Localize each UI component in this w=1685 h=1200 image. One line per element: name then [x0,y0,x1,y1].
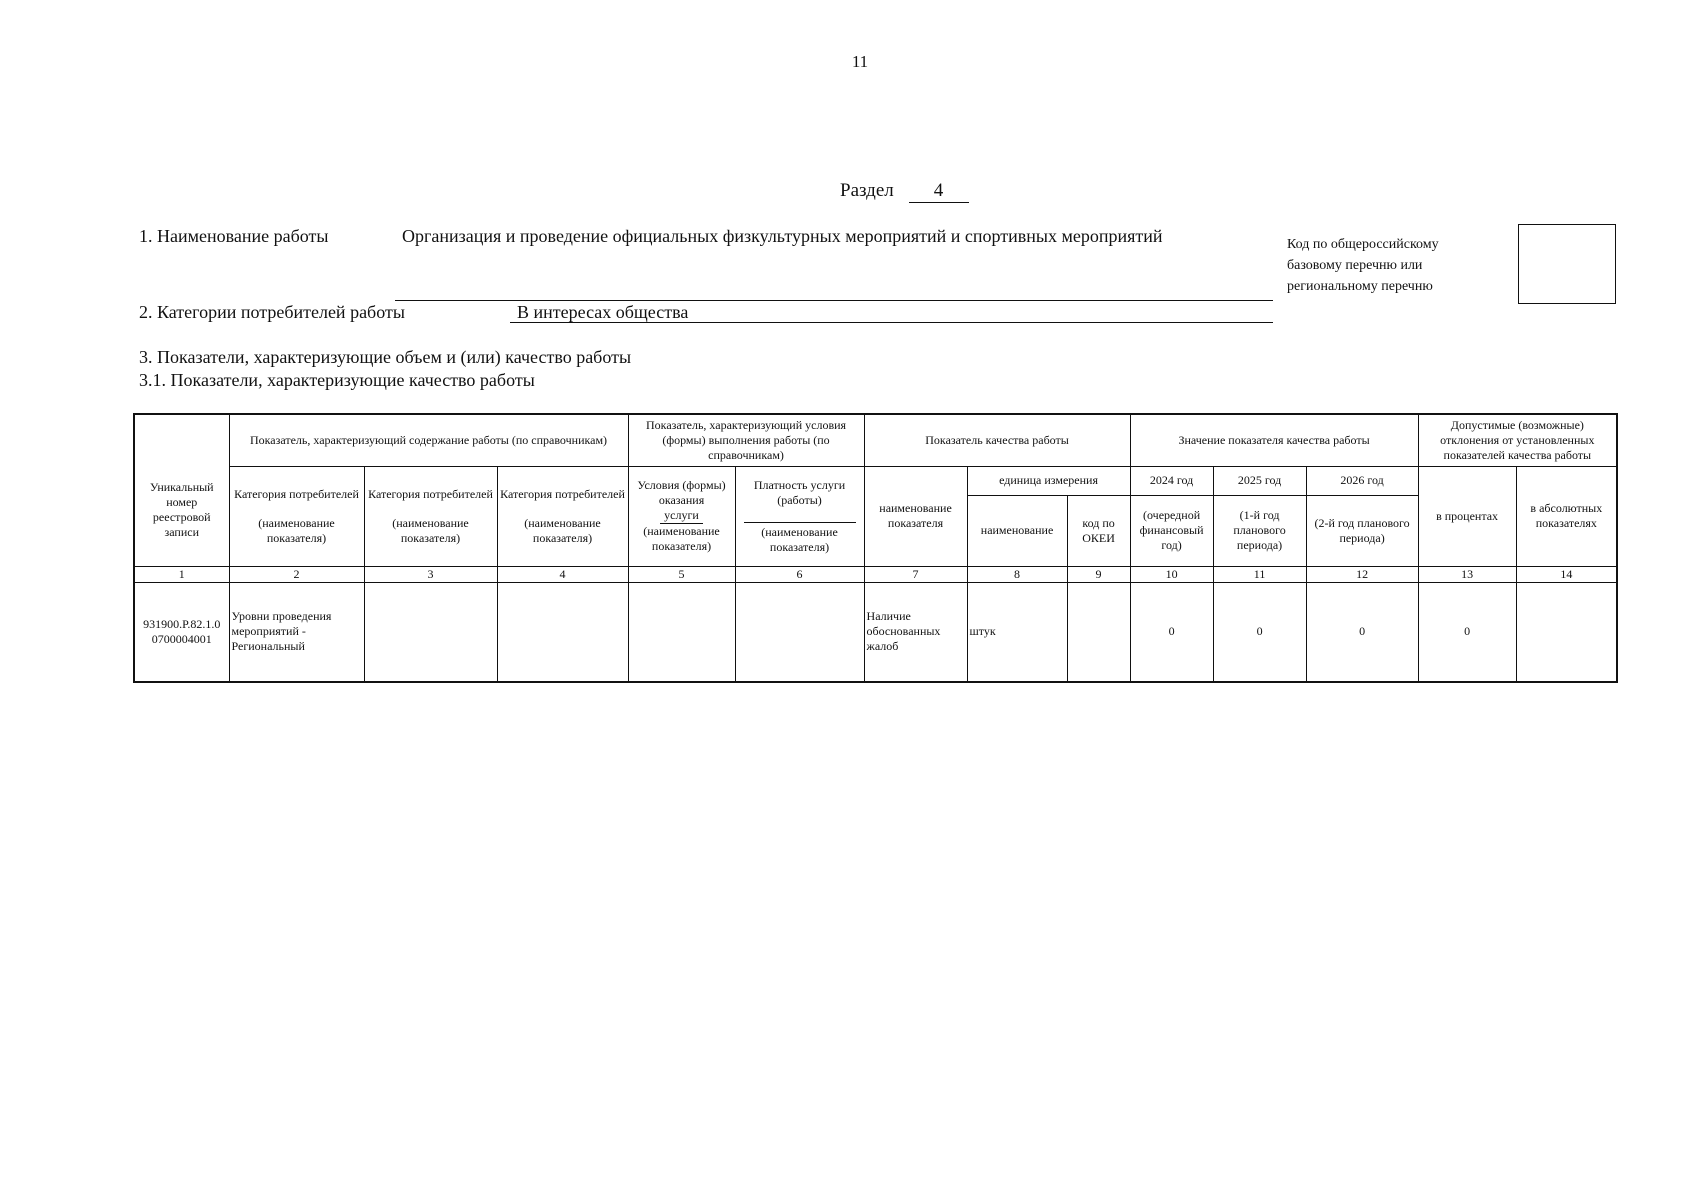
header-year-2025-sub: (1-й год планового периода) [1213,495,1306,566]
column-number: 7 [864,566,967,582]
column-number: 5 [628,566,735,582]
header-dev-percent: в процентах [1418,466,1516,566]
header-text: Категория потребителей [234,486,359,501]
header-content-indicator: Показатель, характеризующий содержание работы (по справочникам) [229,414,628,466]
header-text: Платность услуги (работы) [753,477,846,507]
section-heading [840,180,969,203]
column-number: 1 [134,566,229,582]
table-row [134,582,1617,682]
column-number: 9 [1067,566,1130,582]
header-unique-number [134,414,229,566]
header-text: записи [164,525,199,540]
header-text: Категория потребителей [368,486,493,501]
consumers-value: В интересах общества [517,302,689,322]
heading-3: 3. Показатели, характеризующие объем и (или) качество работы [139,347,632,367]
header-divider [744,522,856,523]
registry-code-label [1287,234,1487,297]
section-number: 4 [909,180,969,203]
header-quality-name: наименование показателя [864,466,967,566]
column-number: 12 [1306,566,1418,582]
header-text: (наименование показателя) [643,524,720,553]
consumers-underline [510,322,1273,323]
work-name-label: 1. Наименование работы [139,226,329,246]
header-year-2025: 2025 год [1213,466,1306,495]
header-deviation: Допустимые (возможные) отклонения от установленных показателей качества работы [1418,414,1617,466]
header-year-2024-sub: (очередной финансовый год) [1130,495,1213,566]
header-quality-indicator: Показатель качества работы [864,414,1130,466]
header-text: (наименование показателя) [761,524,838,554]
header-text: Уникальный [149,480,214,495]
cell-dev-absolute [1516,582,1617,682]
cell-category-2 [364,582,497,682]
header-year-2026: 2026 год [1306,466,1418,495]
cell-conditions [628,582,735,682]
cell-dev-percent: 0 [1418,582,1516,682]
header-unit-name: наименование [967,495,1067,566]
cell-value-2025: 0 [1213,582,1306,682]
column-number: 2 [229,566,364,582]
header-year-2026-sub: (2-й год планового периода) [1306,495,1418,566]
column-number: 10 [1130,566,1213,582]
header-text: реестровой [152,510,211,525]
registry-code-line: Код по общероссийскому [1287,237,1439,252]
column-number: 13 [1418,566,1516,582]
header-quality-value: Значение показателя качества работы [1130,414,1418,466]
header-conditions-indicator: Показатель, характеризующий условия (формы) выполнения работы (по справочникам) [628,414,864,466]
cell-category-1: Уровни проведения мероприятий - Региональный [229,582,364,682]
header-text: номер [166,495,198,510]
registry-code-line: региональному перечню [1287,279,1433,294]
cell-category-3 [497,582,628,682]
header-category-1 [229,466,364,566]
header-category-3 [497,466,628,566]
header-year-2024: 2024 год [1130,466,1213,495]
header-text: Категория потребителей [500,486,625,501]
header-fee-col [735,466,864,566]
consumers-label: 2. Категории потребителей работы [139,302,405,322]
column-number: 3 [364,566,497,582]
cell-unit-name: штук [967,582,1067,682]
work-name-value: Организация и проведение официальных физкультурных мероприятий и спортивных мероприятий [402,226,1163,246]
page-number: 11 [851,52,869,71]
column-number: 6 [735,566,864,582]
header-text: (наименование показателя) [392,515,469,545]
cell-value-2026: 0 [1306,582,1418,682]
column-number: 8 [967,566,1067,582]
header-text: Условия (формы) оказания [637,478,726,507]
header-unit: единица измерения [967,466,1130,495]
header-category-2 [364,466,497,566]
work-name-underline [395,300,1273,301]
header-text: услуги [660,508,703,524]
heading-3-1: 3.1. Показатели, характеризующие качество работы [139,370,535,390]
column-number: 14 [1516,566,1617,582]
quality-indicators-table [133,413,1618,683]
cell-unit-okei [1067,582,1130,682]
registry-code-line: базовому перечню или [1287,258,1423,273]
cell-quality-name: Наличие обоснованных жалоб [864,582,967,682]
cell-value-2024: 0 [1130,582,1213,682]
column-number: 4 [497,566,628,582]
header-conditions-col [628,466,735,566]
section-label: Раздел [840,180,894,201]
registry-code-box [1518,224,1616,304]
header-text: (наименование показателя) [524,515,601,545]
cell-unique-number: 931900.Р.82.1.0 0700004001 [134,582,229,682]
column-number: 11 [1213,566,1306,582]
header-text: (наименование показателя) [258,515,335,545]
header-unit-okei: код по ОКЕИ [1067,495,1130,566]
cell-fee [735,582,864,682]
header-dev-absolute: в абсолютных показателях [1516,466,1617,566]
